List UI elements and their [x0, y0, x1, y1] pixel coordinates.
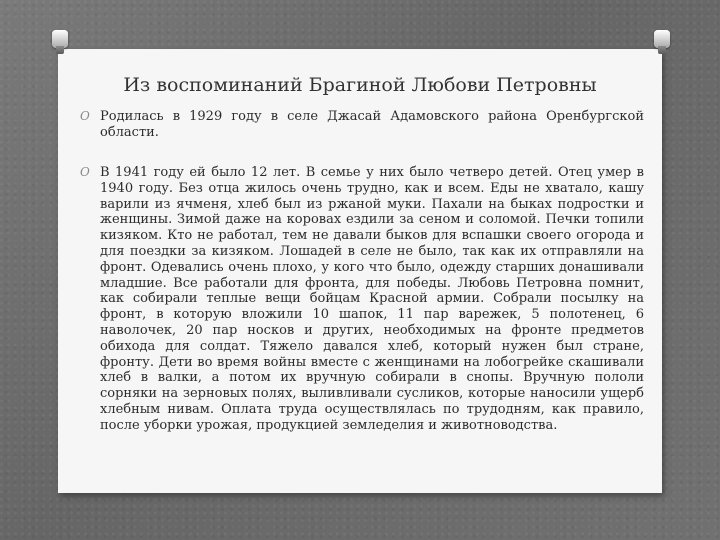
pushpin-icon — [52, 30, 68, 48]
bullet-item — [80, 109, 644, 141]
slide-title: Из воспоминаний Брагиной Любови Петровны — [123, 74, 597, 96]
bullet-text: В 1941 году ей было 12 лет. В семье у них было четверо детей. Отец умер в 1940 году. Без отца жилось очень трудно, как и всем. Еды не хватало, кашу варили из ячменя, хлеб был из ржаной муки. Пахали на быках подростки и женщины. Зимой даже на коровах ездили за сеном и соломой. Печки топили кизяком. Кто не работал, тем не давали быков для вспашки своего огорода и для поездки за кизяком. Лошадей в селе не было, так как их отправляли на фронт. Одевались очень плохо, у кого что было, одежду старших донашивали младшие. Все работали для фронта, для победы. Любовь Петровна помнит, как собирали теплые вещи бойцам Красной армии. Собрали посылку на фронт, в которую вложили 10 шапок, 11 пар варежек, 5 полотенец, 6 наволочек, 20 пар носков и других, необходимых на фронте предметов обихода для солдат. Тяжело давался хлеб, который нужен был стране, фронту. Дети во время войны вместе с женщинами на лобогрейке скашивали хлеб в валки, а потом их вручную собирали в снопы. Вручную пололи сорняки на зерновых полях, выливливали сусликов, которые наносили ущерб хлебным нивам. Оплата труда осуществлялась по трудодням, как правило, после уборки урожая, продукцией земледелия и животноводства. — [100, 165, 644, 433]
bullet-item — [80, 165, 644, 434]
bullet-marker-icon: O — [80, 109, 90, 123]
pushpin-icon — [654, 30, 670, 48]
bullet-text: Родилась в 1929 году в селе Джасай Адамовского района Оренбургской области. — [100, 109, 644, 140]
bullet-marker-icon: O — [80, 165, 90, 179]
